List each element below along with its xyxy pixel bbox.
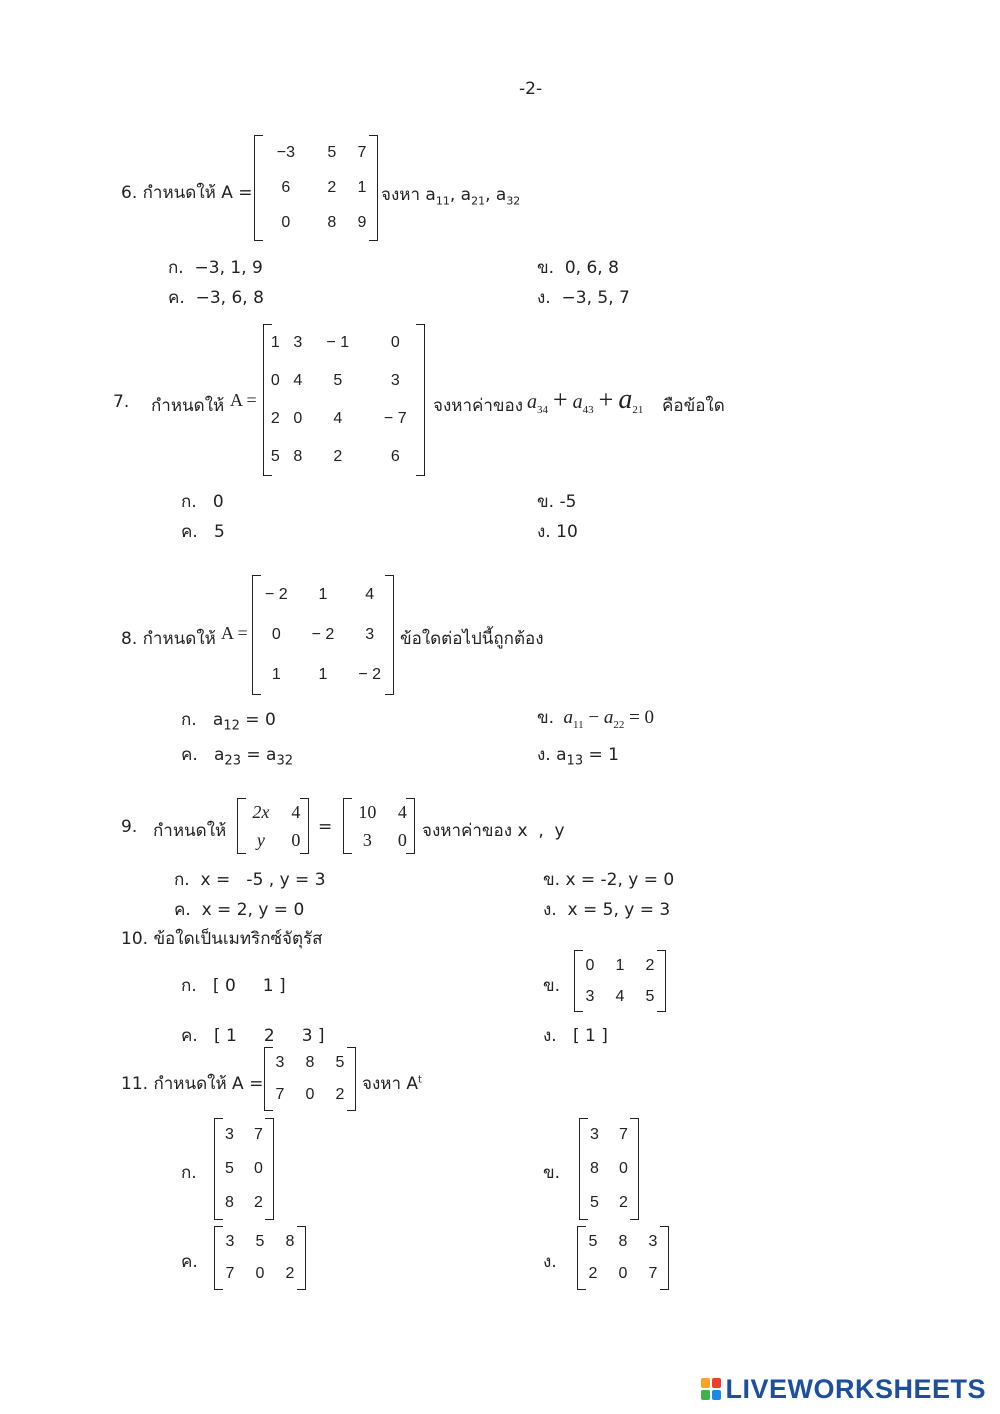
matrix-cell: 2 — [270, 410, 280, 427]
matrix-cell: 0 — [619, 1160, 628, 1177]
q9-equals: = — [318, 817, 333, 837]
matrix-cell: 6 — [281, 178, 291, 196]
option-label: ง. — [537, 288, 551, 308]
option-text: −3, 6, 8 — [195, 288, 264, 308]
q8-option-d[interactable] — [537, 741, 619, 768]
matrix-cell: 2x — [252, 801, 270, 822]
q6-stem: 6. กำหนดให้ A = — [121, 183, 253, 203]
option-text: 0, 6, 8 — [564, 258, 619, 278]
matrix-cell: 0 — [254, 1160, 263, 1177]
option-text: 10 — [556, 522, 578, 542]
q8-ask: ข้อใดต่อไปนี้ถูกต้อง — [400, 629, 544, 649]
matrix-cell: 0 — [271, 626, 281, 643]
q8-c-sub: 32 — [276, 753, 293, 769]
matrix-cell: 2 — [619, 1194, 628, 1211]
matrix-cell: 3 — [293, 334, 303, 351]
matrix-cell: 8 — [285, 1233, 295, 1250]
matrix-cell: 5 — [327, 143, 337, 161]
q7-var: a — [618, 384, 633, 415]
q6-option-a[interactable] — [168, 254, 263, 281]
matrix-cell: 3 — [590, 1126, 599, 1143]
option-text: -5 — [559, 492, 577, 512]
matrix-cell: 1 — [357, 178, 367, 196]
q7-option-d[interactable] — [537, 518, 578, 545]
option-label: ก. — [174, 870, 190, 890]
q6-option-b[interactable] — [537, 254, 619, 281]
matrix-cell: 2 — [327, 178, 337, 196]
q6-option-d[interactable] — [537, 284, 630, 311]
matrix-cell: 7 — [619, 1126, 628, 1143]
q11-option-c-label[interactable]: ค. — [181, 1252, 198, 1272]
matrix-cell: 5 — [270, 448, 280, 465]
q8-a-rhs: = 0 — [239, 710, 276, 730]
q11-option-d-label[interactable]: ง. — [543, 1252, 557, 1272]
q9-matrix-left — [237, 798, 309, 854]
liveworksheets-logo — [701, 1374, 986, 1404]
q9-stem: กำหนดให้ — [153, 821, 227, 841]
q6-sub-11: 11 — [435, 194, 450, 208]
q8-c-var: a — [214, 745, 225, 765]
matrix-cell: 1 — [271, 666, 281, 683]
option-label: ง. — [537, 522, 551, 542]
option-label: ง. — [543, 900, 557, 920]
matrix-cell: 1 — [318, 586, 328, 603]
option-text: x = 2, y = 0 — [201, 900, 305, 920]
q7-number: 7. — [113, 392, 130, 412]
matrix-cell: 4 — [615, 987, 625, 1005]
matrix-cell: 3 — [648, 1233, 658, 1250]
q6-sub-21: 21 — [471, 194, 486, 208]
q8-b-var: a — [603, 707, 614, 728]
option-text: 0 — [212, 492, 224, 512]
matrix-cell: − 1 — [326, 334, 350, 351]
q7-sub: 34 — [537, 404, 548, 416]
q8-a-var: a — [212, 710, 224, 730]
q11-ask — [362, 1070, 422, 1097]
matrix-cell: 1 — [318, 666, 328, 683]
q8-b-minus: − — [583, 707, 604, 728]
matrix-cell: 8 — [618, 1233, 628, 1250]
option-label: ง. — [537, 745, 551, 765]
q7-option-b[interactable] — [537, 488, 576, 515]
q10-option-b-label[interactable]: ข. — [543, 976, 561, 996]
matrix-cell: 1 — [615, 956, 625, 974]
matrix-cell: −3 — [276, 143, 295, 161]
matrix-cell: 0 — [397, 829, 407, 850]
matrix-cell: − 7 — [383, 410, 407, 427]
option-label: ค. — [181, 522, 198, 542]
q6-ask-prefix: จงหา a — [381, 185, 436, 205]
matrix-cell: 8 — [305, 1054, 315, 1071]
option-text: x = -2, y = 0 — [565, 870, 675, 890]
matrix-cell: 0 — [305, 1086, 315, 1103]
matrix-cell: 8 — [225, 1194, 234, 1211]
matrix-cell: 4 — [293, 372, 303, 389]
matrix-cell: 8 — [327, 214, 337, 232]
q11-option-d-matrix — [577, 1226, 669, 1290]
matrix-cell: 10 — [358, 801, 377, 822]
option-label: ง. — [543, 1026, 557, 1046]
q7-matrix — [263, 324, 425, 476]
matrix-cell: 5 — [590, 1194, 599, 1211]
matrix-cell: 2 — [285, 1265, 295, 1282]
q7-var: a — [572, 391, 583, 413]
matrix-cell: 5 — [255, 1233, 265, 1250]
matrix-cell: 2 — [335, 1086, 345, 1103]
matrix-cell: 4 — [397, 801, 407, 822]
option-label: ค. — [181, 1026, 198, 1046]
matrix-cell: 2 — [254, 1194, 263, 1211]
q7-lhs: A = — [230, 390, 257, 410]
matrix-cell: 8 — [590, 1160, 599, 1177]
matrix-cell: 0 — [255, 1265, 265, 1282]
matrix-cell: 7 — [357, 143, 367, 161]
matrix-cell: 3 — [362, 829, 372, 850]
matrix-cell: 0 — [618, 1265, 628, 1282]
q9-option-c[interactable] — [174, 896, 304, 923]
q7-sub: 43 — [582, 404, 594, 416]
matrix-cell: 7 — [254, 1126, 263, 1143]
matrix-cell: 3 — [585, 987, 595, 1005]
q6-ask-sep: , a — [485, 185, 507, 205]
matrix-cell: 3 — [225, 1233, 235, 1250]
matrix-cell: 0 — [291, 829, 301, 850]
q8-d-rhs: = 1 — [583, 745, 619, 765]
matrix-cell: 9 — [357, 214, 367, 232]
q7-plus: + — [598, 385, 614, 414]
matrix-cell: y — [256, 829, 265, 850]
matrix-cell: 5 — [225, 1160, 234, 1177]
q9-number: 9. — [121, 817, 138, 837]
q6-option-c[interactable] — [168, 284, 264, 311]
matrix-cell: 5 — [335, 1054, 345, 1071]
q9-option-a[interactable] — [174, 866, 326, 893]
option-text: [ 1 ] — [572, 1026, 608, 1046]
q8-option-a[interactable] — [181, 706, 276, 733]
matrix-cell: 4 — [333, 410, 343, 427]
q11-option-c-matrix — [214, 1226, 306, 1290]
q7-ask: จงหาค่าของ — [433, 396, 524, 416]
matrix-cell: 2 — [645, 956, 655, 974]
matrix-cell: 0 — [585, 956, 595, 974]
q10-option-c[interactable] — [181, 1022, 325, 1049]
option-label: ก. — [168, 258, 184, 278]
option-label: ค. — [168, 288, 185, 308]
q8-c-eq: = a — [240, 745, 277, 765]
q11-ask-text: จงหา A — [362, 1074, 419, 1094]
q8-stem: 8. กำหนดให้ — [121, 629, 216, 649]
q11-matrix — [264, 1047, 356, 1111]
q10-stem: 10. ข้อใดเป็นเมทริกซ์จัตุรัส — [121, 929, 323, 949]
option-label: ข. — [537, 708, 555, 728]
q11-ask-sup: t — [418, 1074, 422, 1086]
option-text: x = 5, y = 3 — [567, 900, 671, 920]
q8-a-sub: 12 — [223, 718, 240, 734]
matrix-cell: − 2 — [358, 666, 381, 683]
option-label: ก. — [181, 710, 197, 730]
q8-d-sub: 13 — [566, 753, 584, 769]
option-label: ค. — [181, 745, 198, 765]
option-text: [ 1 2 3 ] — [214, 1026, 325, 1046]
matrix-cell: 7 — [225, 1265, 235, 1282]
q6-sub-32: 32 — [506, 194, 521, 208]
matrix-cell: 0 — [390, 334, 400, 351]
q7-option-c[interactable] — [181, 518, 225, 545]
matrix-cell: 2 — [333, 448, 343, 465]
q10-option-a[interactable] — [181, 972, 286, 999]
q8-option-c[interactable] — [181, 741, 293, 768]
matrix-cell: 0 — [293, 410, 303, 427]
option-text: x = -5 , y = 3 — [200, 870, 326, 890]
option-text: −3, 1, 9 — [194, 258, 263, 278]
logo-mark-icon — [701, 1378, 721, 1400]
q8-b-sub: 11 — [573, 718, 584, 731]
matrix-cell: 3 — [390, 372, 400, 389]
q11-option-a-matrix — [214, 1118, 274, 1220]
q9-option-b[interactable] — [543, 866, 674, 893]
matrix-cell: 0 — [270, 372, 280, 389]
q8-d-var: a — [556, 745, 567, 765]
matrix-cell: 3 — [365, 626, 375, 643]
matrix-cell: 5 — [645, 987, 655, 1005]
matrix-cell: 3 — [275, 1054, 285, 1071]
matrix-cell: 3 — [225, 1126, 234, 1143]
option-label: ข. — [537, 492, 555, 512]
matrix-cell: 8 — [293, 448, 303, 465]
q7-var: a — [527, 391, 537, 413]
q11-option-b-label[interactable]: ข. — [543, 1163, 561, 1183]
option-text: −3, 5, 7 — [561, 288, 630, 308]
q9-option-d[interactable] — [543, 896, 670, 923]
q6-matrix — [254, 135, 378, 241]
option-label: ค. — [174, 900, 191, 920]
q8-c-sub: 23 — [224, 753, 241, 769]
q8-b-sub: 22 — [613, 718, 625, 731]
matrix-cell: 5 — [588, 1233, 598, 1250]
page-number: -2- — [519, 79, 543, 99]
matrix-cell: − 2 — [264, 586, 288, 603]
matrix-cell: 2 — [588, 1265, 598, 1282]
q6-ask-sep: , a — [449, 185, 472, 205]
matrix-cell: 0 — [281, 214, 291, 232]
logo-text: LIVEWORKSHEETS — [725, 1373, 986, 1404]
q7-expression — [527, 384, 643, 416]
q7-plus: + — [553, 385, 568, 414]
q8-option-b[interactable] — [537, 704, 654, 731]
q9-ask: จงหาค่าของ x , y — [422, 821, 565, 841]
q7-option-a[interactable] — [181, 488, 224, 515]
option-label: ก. — [181, 492, 197, 512]
q10-option-d[interactable] — [543, 1022, 608, 1049]
q7-sub: 21 — [632, 404, 644, 416]
q11-stem: 11. กำหนดให้ A = — [121, 1074, 264, 1094]
matrix-cell: 5 — [333, 372, 343, 389]
q7-stem: กำหนดให้ — [151, 396, 225, 416]
q8-lhs: A = — [221, 623, 248, 643]
option-label: ข. — [537, 258, 555, 278]
q8-matrix — [252, 575, 394, 695]
q8-b-rhs: = 0 — [624, 707, 655, 728]
option-text: [ 0 1 ] — [212, 976, 286, 996]
option-label: ก. — [181, 976, 197, 996]
q6-ask — [381, 181, 520, 208]
matrix-cell: 6 — [390, 448, 400, 465]
matrix-cell: − 2 — [311, 626, 335, 643]
matrix-cell: 7 — [275, 1086, 285, 1103]
q8-b-var: a — [563, 707, 574, 728]
matrix-cell: 4 — [365, 586, 375, 603]
option-text: 5 — [214, 522, 225, 542]
q10-option-b-matrix — [574, 950, 666, 1012]
q11-option-b-matrix — [579, 1118, 639, 1220]
matrix-cell: 4 — [291, 801, 301, 822]
q11-option-a-label[interactable]: ก. — [181, 1163, 197, 1183]
option-label: ข. — [543, 870, 561, 890]
matrix-cell: 1 — [270, 334, 280, 351]
q7-tail: คือข้อใด — [662, 396, 725, 416]
matrix-cell: 7 — [648, 1265, 658, 1282]
q9-matrix-right — [343, 798, 415, 854]
